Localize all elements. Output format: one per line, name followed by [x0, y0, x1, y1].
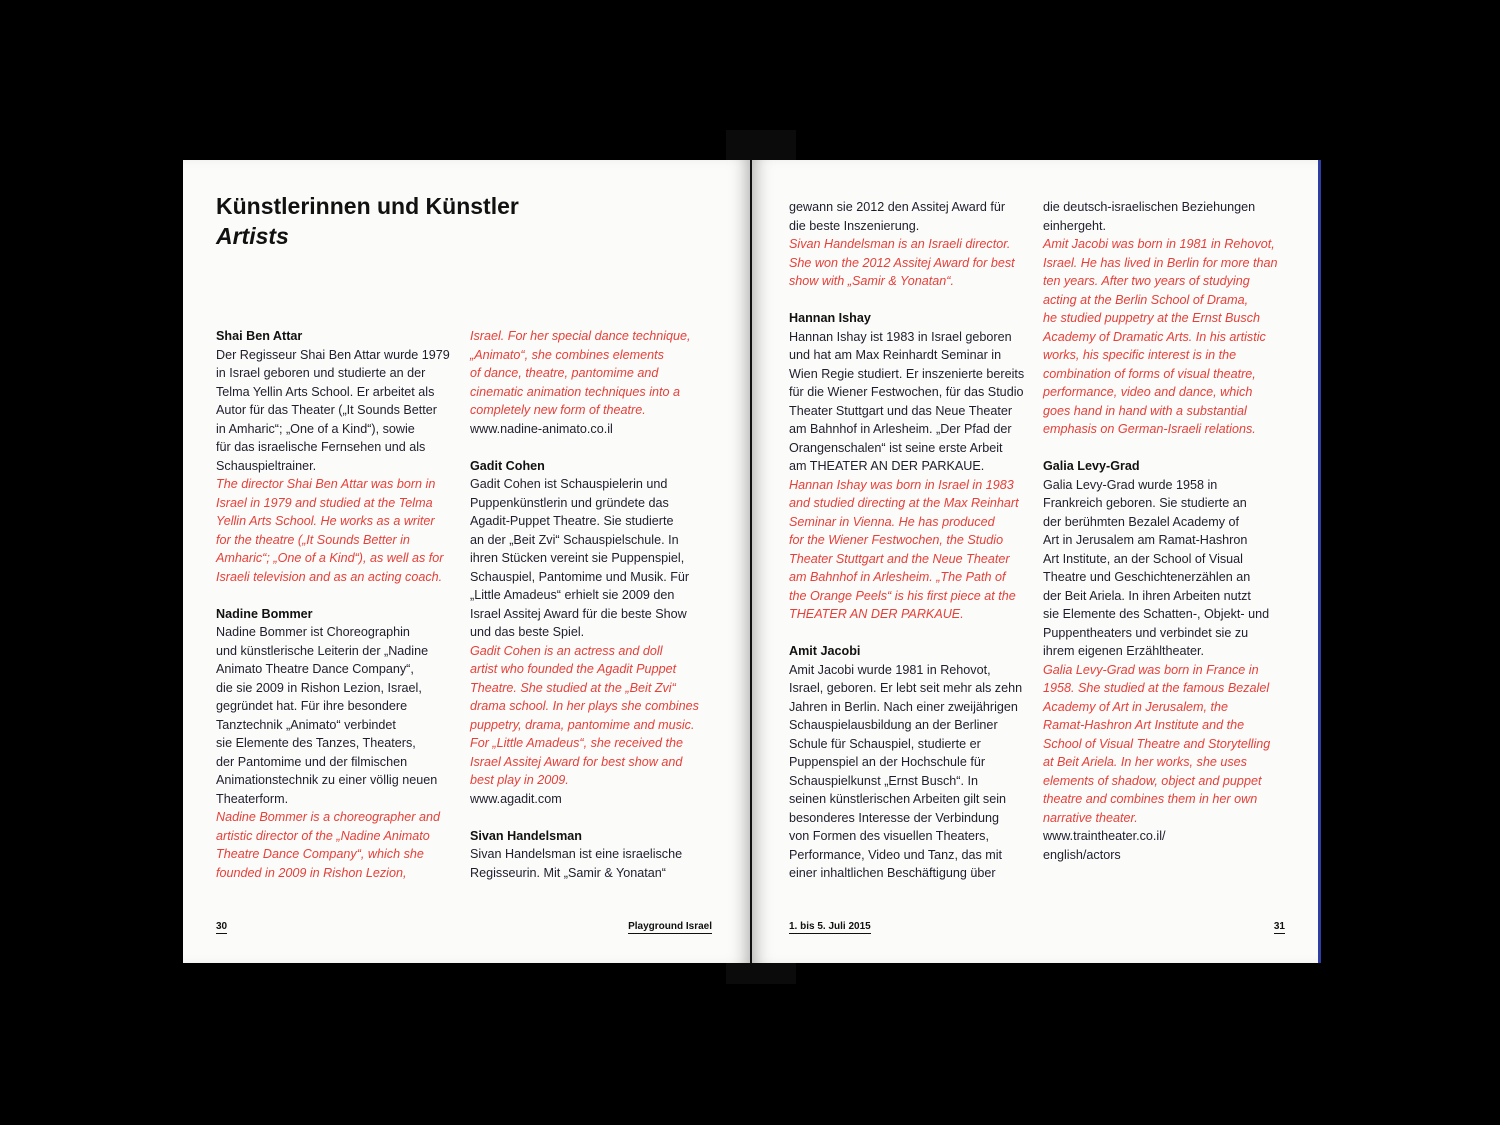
text-line: Agadit-Puppet Theatre. Sie studierte	[470, 514, 674, 528]
spacer	[470, 808, 720, 827]
text-line: Animationstechnik zu einer völlig neuen	[216, 773, 438, 787]
bio-de-galia-levy-grad	[1043, 476, 1293, 661]
text-line: of dance, theatre, pantomime and	[470, 366, 659, 380]
text-line: Der Regisseur Shai Ben Attar wurde 1979	[216, 347, 450, 362]
bio-en-hannan-ishay	[789, 476, 1039, 624]
text-line: founded in 2009 in Rishon Lezion,	[216, 865, 407, 880]
text-line: Galia Levy-Grad wurde 1958 in	[1043, 477, 1218, 492]
artist-name-amit-jacobi: Amit Jacobi	[789, 644, 861, 658]
text-line: Schauspielkunst „Ernst Busch“. In	[789, 773, 978, 788]
text-line: Israel in 1979 and studied at the Telma	[216, 495, 433, 510]
text-line: die deutsch-israelischen Beziehungen	[1043, 200, 1256, 214]
text-line: Ramat-Hashron Art Institute and the	[1043, 718, 1245, 732]
text-line: Orangenschalen“ ist seine erste Arbeit	[789, 440, 1003, 455]
text-line: „Animato“, she combines elements	[470, 347, 664, 362]
text-line: ihren Stücken vereint sie Puppenspiel,	[470, 551, 685, 565]
bio-de-sivan-handelsman	[470, 845, 720, 882]
bio-de-sivan-handelsman-continued	[789, 198, 1039, 235]
book-gutter	[750, 160, 752, 963]
website-traintheater[interactable]: www.traintheater.co.il/	[1043, 829, 1166, 843]
text-line: Puppenspiel an der Hochschule für	[789, 755, 986, 769]
text-line: Yellin Arts School. He works as a writer	[216, 514, 435, 528]
bio-de-gadit-cohen	[470, 475, 720, 642]
text-line: Theatre. She studied at the „Beit Zvi“	[470, 680, 676, 695]
bio-en-sivan-handelsman	[789, 235, 1039, 291]
text-line: Sivan Handelsman ist eine israelische	[470, 847, 683, 861]
text-line: Telma Yellin Arts School. Er arbeitet als	[216, 384, 435, 399]
text-line: „Little Amadeus“ erhielt sie 2009 den	[470, 588, 675, 602]
spacer	[789, 291, 1039, 310]
bio-de-amit-jacobi-continued	[1043, 198, 1293, 235]
text-line: 1958. She studied at the famous Bezalel	[1043, 681, 1270, 695]
text-line: Theater Stuttgart and the Neue Theater	[789, 551, 1010, 566]
text-line: Theater Stuttgart und das Neue Theater	[789, 403, 1013, 418]
text-line: von Formen des visuellen Theaters,	[789, 829, 989, 843]
book-spine-top	[726, 130, 796, 162]
bio-de-amit-jacobi	[789, 661, 1039, 883]
text-line: für die Wiener Festwochen, für das Studio	[789, 385, 1024, 399]
text-line: die sie 2009 in Rishon Lezion, Israel,	[216, 680, 422, 695]
text-line: der Beit Ariela. In ihren Arbeiten nutzt	[1043, 588, 1251, 603]
text-line: Israel Assitej Award für die beste Show	[470, 606, 687, 621]
text-line: Academy of Art in Jerusalem, the	[1043, 699, 1229, 714]
bio-de-hannan-ishay	[789, 328, 1039, 476]
text-line: drama school. In her plays she combines	[470, 699, 699, 713]
text-line: und künstlerische Leiterin der „Nadine	[216, 643, 429, 658]
text-line: Nadine Bommer ist Choreographin	[216, 625, 410, 639]
text-line: Art Institute, an der School of Visual	[1043, 551, 1243, 566]
text-line: gewann sie 2012 den Assitej Award für	[789, 200, 1006, 214]
text-line: Performance, Video und Tanz, das mit	[789, 847, 1003, 862]
text-line: Frankreich geboren. Sie studierte an	[1043, 496, 1247, 510]
artist-name-hannan-ishay: Hannan Ishay	[789, 311, 871, 325]
text-line: und das beste Spiel.	[470, 625, 585, 639]
text-line: completely new form of theatre.	[470, 403, 646, 417]
bio-en-amit-jacobi	[1043, 235, 1293, 439]
bio-en-gadit-cohen	[470, 642, 720, 790]
title-german: Künstlerinnen und Künstler	[216, 193, 519, 219]
spacer	[470, 438, 720, 457]
left-running-title: Playground Israel	[628, 921, 712, 932]
text-line: Schauspieltrainer.	[216, 458, 317, 473]
text-line: ihrem eigenen Erzähltheater.	[1043, 644, 1205, 658]
text-line: cinematic animation techniques into a	[470, 384, 681, 399]
bio-de-shai-ben-attar	[216, 346, 466, 476]
text-line: für das israelische Fernsehen und als	[216, 440, 426, 454]
text-line: Wien Regie studiert. Er inszenierte bereits	[789, 366, 1025, 381]
text-line: am THEATER AN DER PARKAUE.	[789, 459, 985, 473]
text-line: Theaterform.	[216, 791, 289, 806]
website-traintheater-path[interactable]: english/actors	[1043, 847, 1121, 862]
text-line: Schule für Schauspiel, studierte er	[789, 736, 981, 751]
text-line: Amit Jacobi was born in 1981 in Rehovot,	[1043, 237, 1275, 251]
column-2	[470, 327, 720, 882]
text-line: acting at the Berlin School of Drama,	[1043, 292, 1249, 307]
text-line: der berühmten Bezalel Academy of	[1043, 514, 1240, 529]
text-line: am Bahnhof in Arlesheim. „The Path of	[789, 570, 1006, 584]
spacer	[1043, 439, 1293, 458]
text-line: performance, video and dance, which	[1043, 385, 1253, 399]
text-line: seinen künstlerischen Arbeiten gilt sein	[789, 792, 1007, 806]
text-line: Galia Levy-Grad was born in France in	[1043, 662, 1259, 677]
text-line: narrative theater.	[1043, 810, 1138, 825]
text-line: Nadine Bommer is a choreographer and	[216, 810, 441, 824]
text-line: in Amharic“; „One of a Kind“), sowie	[216, 421, 415, 436]
text-line: artistic director of the „Nadine Animato	[216, 828, 430, 843]
text-line: Autor für das Theater („It Sounds Better	[216, 403, 437, 417]
text-line: Animato Theatre Dance Company“,	[216, 662, 414, 676]
left-page-number: 30	[216, 921, 228, 932]
text-line: Israeli television and as an acting coach.	[216, 569, 443, 584]
text-line: Seminar in Vienna. He has produced	[789, 514, 995, 529]
text-line: Tanztechnik „Animato“ verbindet	[216, 717, 396, 732]
text-line: artist who founded the Agadit Puppet	[470, 662, 677, 676]
bio-de-nadine-bommer	[216, 623, 466, 808]
text-line: besonderes Interesse der Verbindung	[789, 810, 1000, 825]
spacer	[216, 586, 466, 605]
text-line: and studied directing at the Max Reinhart	[789, 496, 1019, 510]
column-1	[216, 327, 466, 882]
text-line: combination of forms of visual theatre,	[1043, 366, 1256, 381]
right-date: 1. bis 5. Juli 2015	[789, 921, 871, 932]
text-line: Theatre und Geschichtenerzählen an	[1043, 570, 1251, 584]
text-line: und hat am Max Reinhardt Seminar in	[789, 348, 1002, 362]
text-line: am Bahnhof in Arlesheim. „Der Pfad der	[789, 422, 1012, 436]
text-line: gegründet hat. Für ihre besondere	[216, 699, 408, 713]
right-page-number: 31	[1273, 921, 1285, 932]
text-line: Schauspielausbildung an der Berliner	[789, 718, 998, 732]
text-line: Academy of Dramatic Arts. In his artistic	[1043, 329, 1266, 344]
text-line: works, his specific interest is in the	[1043, 348, 1237, 362]
text-line: Hannan Ishay was born in Israel in 1983	[789, 477, 1014, 492]
artist-name-nadine-bommer: Nadine Bommer	[216, 606, 313, 621]
text-line: show with „Samir & Yonatan“.	[789, 274, 954, 288]
text-line: Israel. He has lived in Berlin for more than	[1043, 255, 1278, 270]
text-line: Israel, geboren. Er lebt seit mehr als zehn	[789, 681, 1023, 695]
text-line: Regisseurin. Mit „Samir & Yonatan“	[470, 865, 666, 880]
column-4	[1043, 198, 1293, 864]
text-line: for the theatre („It Sounds Better in	[216, 532, 410, 547]
text-line: Jahren in Berlin. Nach einer zweijährigen	[789, 699, 1018, 714]
text-line: for the Wiener Festwochen, the Studio	[789, 533, 1004, 547]
website-agadit[interactable]: www.agadit.com	[470, 791, 562, 806]
title-english: Artists	[216, 223, 289, 249]
text-line: an der „Beit Zvi“ Schauspielschule. In	[470, 532, 679, 547]
website-nadine-animato[interactable]: www.nadine-animato.co.il	[470, 421, 613, 436]
text-line: Israel Assitej Award for best show and	[470, 754, 683, 769]
text-line: the Orange Peels“ is his first piece at the	[789, 588, 1016, 603]
text-line: der Pantomime und der filmischen	[216, 754, 408, 769]
artist-name-gadit-cohen: Gadit Cohen	[470, 458, 545, 473]
text-line: Art in Jerusalem am Ramat-Hashron	[1043, 533, 1248, 547]
text-line: Sivan Handelsman is an Israeli director.	[789, 237, 1011, 251]
text-line: elements of shadow, object and puppet	[1043, 773, 1262, 788]
bio-en-nadine-bommer	[216, 808, 466, 882]
text-line: Theatre Dance Company“, which she	[216, 847, 424, 861]
bio-en-galia-levy-grad	[1043, 661, 1293, 828]
column-3	[789, 198, 1039, 883]
text-line: einhergeht.	[1043, 218, 1107, 233]
text-line: Gadit Cohen ist Schauspielerin und	[470, 477, 668, 491]
text-line: Amharic“; „One of a Kind“), as well as for	[216, 551, 444, 565]
text-line: best play in 2009.	[470, 773, 569, 787]
text-line: die beste Inszenierung.	[789, 218, 920, 233]
text-line: Schauspiel, Pantomime und Musik. Für	[470, 569, 690, 584]
text-line: he studied puppetry at the Ernst Busch	[1043, 311, 1261, 325]
artist-name-sivan-handelsman: Sivan Handelsman	[470, 828, 582, 843]
text-line: THEATER AN DER PARKAUE.	[789, 607, 964, 621]
text-line: Puppenkünstlerin und gründete das	[470, 495, 669, 510]
text-line: For „Little Amadeus“, she received the	[470, 736, 684, 750]
artist-name-galia-levy-grad: Galia Levy-Grad	[1043, 459, 1140, 473]
text-line: at Beit Ariela. In her works, she uses	[1043, 755, 1247, 769]
text-line: Amit Jacobi wurde 1981 in Rehovot,	[789, 662, 991, 677]
bio-en-shai-ben-attar	[216, 475, 466, 586]
text-line: emphasis on German-Israeli relations.	[1043, 422, 1256, 436]
book-spine-bottom	[726, 960, 796, 984]
spacer	[789, 624, 1039, 643]
bio-en-nadine-bommer-continued	[470, 327, 720, 420]
text-line: sie Elemente des Schatten-, Objekt- und	[1043, 607, 1270, 621]
text-line: School of Visual Theatre and Storytelling	[1043, 736, 1271, 751]
text-line: sie Elemente des Tanzes, Theaters,	[216, 736, 416, 750]
text-line: Puppentheaters und verbindet sie zu	[1043, 625, 1249, 640]
text-line: She won the 2012 Assitej Award for best	[789, 255, 1015, 270]
text-line: The director Shai Ben Attar was born in	[216, 477, 436, 491]
text-line: ten years. After two years of studying	[1043, 274, 1250, 288]
text-line: in Israel geboren und studierte an der	[216, 366, 426, 380]
artist-name-shai-ben-attar: Shai Ben Attar	[216, 329, 303, 343]
page-title	[216, 191, 519, 251]
text-line: Hannan Ishay ist 1983 in Israel geboren	[789, 329, 1012, 344]
text-line: goes hand in hand with a substantial	[1043, 403, 1247, 418]
text-line: einer inhaltlichen Beschäftigung über	[789, 866, 996, 880]
text-line: Israel. For her special dance technique,	[470, 329, 691, 343]
text-line: Gadit Cohen is an actress and doll	[470, 643, 663, 658]
text-line: puppetry, drama, pantomime and music.	[470, 717, 695, 732]
text-line: theatre and combines them in her own	[1043, 792, 1258, 806]
